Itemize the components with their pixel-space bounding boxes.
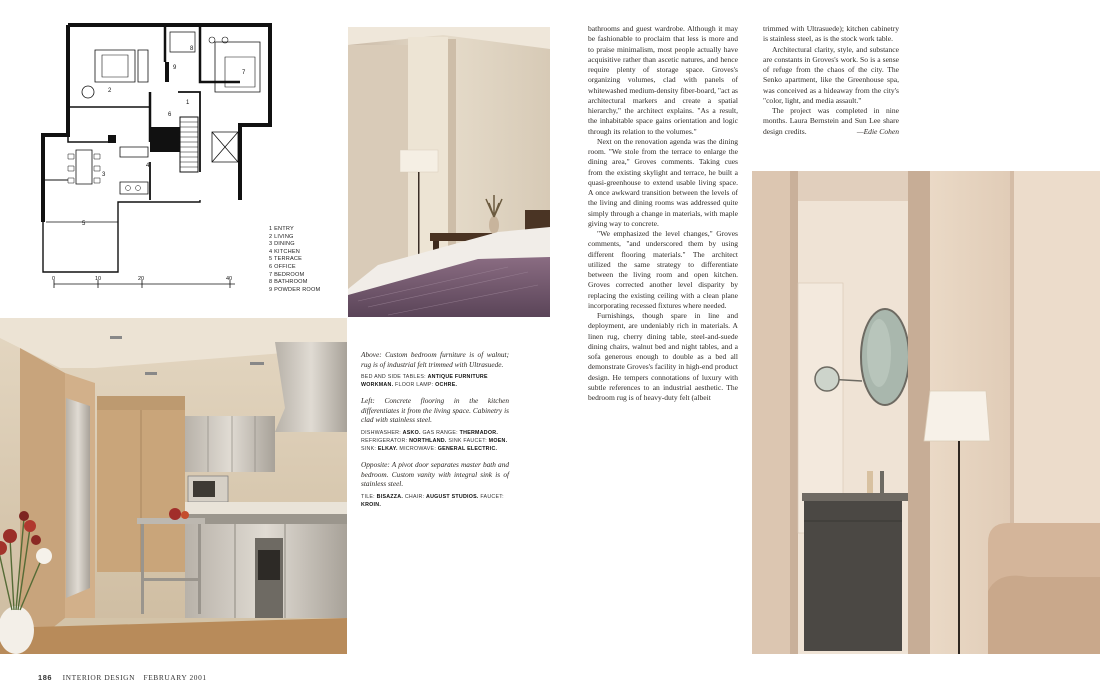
plan-legend <box>269 226 320 294</box>
caption-credits: BED AND SIDE TABLES: ANTIQUE FURNITURE WORKMAN. FLOOR LAMP: OCHRE. <box>361 374 488 389</box>
room-number: 2 <box>108 88 112 94</box>
caption-credits: TILE: BISAZZA. CHAIR: AUGUST STUDIOS. FAUCET: KROIN. <box>361 493 504 508</box>
author-signature: —Edie Cohen <box>856 126 899 136</box>
article-column-1 <box>588 24 738 403</box>
caption-credits: DISHWASHER: ASKO. GAS RANGE: THERMADOR. REFRIGERATOR: NORTHLAND. SINK FAUCET: MOEN. SINK: ELKAY. MICROWAVE: GENERAL ELECTRIC. <box>361 429 508 452</box>
caption-above: Above: Custom bedroom furniture is of walnut; rug is of industrial felt trimmed with Ultrasuede. <box>361 350 509 369</box>
legend-item: 2 LIVING <box>269 233 294 240</box>
article-column-2 <box>763 24 899 137</box>
scale-label: 10 <box>95 276 102 282</box>
scale-label: 20 <box>138 276 145 282</box>
magazine-name: INTERIOR DESIGN <box>62 673 136 682</box>
legend-item: 6 OFFICE <box>269 263 296 270</box>
room-number: 5 <box>82 221 86 227</box>
paragraph: bathrooms and guest wardrobe. Although it may be fashionable to proclaim that less is more and to praise minimalism, most people actually have acquisitive rather than ascetic natures, and hence require plenty of storage space. Groves's organizing volumes, clad with panels of whitewashed medium-density fiber-board, "act as architectural markers and create a spatial hierarchy," the architect explains. "As a result, the inhabitable space gains orientation and logic through its relation to the volumes." <box>588 24 738 136</box>
legend-item: 5 TERRACE <box>269 256 303 263</box>
room-number: 4 <box>146 163 150 169</box>
room-number: 9 <box>173 65 177 71</box>
paragraph: Architectural clarity, style, and substance are constants in Groves's work. So is a sense of refuge from the chaos of the city. The Senko apartment, like the Greenhouse spa, was conceived as a hideaway from the city's "color, light, and media assault." <box>763 44 899 105</box>
legend-item: 7 BEDROOM <box>269 271 305 278</box>
page-number: 186 <box>38 673 53 682</box>
legend-item: 3 DINING <box>269 241 295 248</box>
room-number: 8 <box>190 46 194 52</box>
legend-item: 4 KITCHEN <box>269 248 301 255</box>
page-footer <box>38 673 207 682</box>
room-number: 6 <box>168 112 172 118</box>
photo-captions <box>361 350 509 516</box>
legend-item: 1 ENTRY <box>269 226 294 232</box>
paragraph: The project was completed in nine months. Laura Bernstein and Sun Lee share design credits. —Edie Cohen <box>763 106 899 136</box>
bathroom-photo <box>752 171 1100 654</box>
paragraph: "We emphasized the level changes," Groves comments, "and underscored them by using different flooring materials." The architect utilized the same strategy to differentiate between the living room and open kitchen. Groves corrected another level disparity by replacing the existing ceiling with a clean plane incorporating recessed fixtures where needed. <box>588 229 738 310</box>
paragraph: Furnishings, though spare in line and deployment, are undeniably rich in materials. A linen rug, cherry dining table, steel-and-suede dining chairs, walnut bed and night tables, and a sofa generous enough to double as a bed all demonstrate Groves's facility in high-end product design. He tempers connotations of luxury with subtle references to an industrial aesthetic. The bedroom rug is of heavy-duty felt (albeit <box>588 311 738 402</box>
room-number: 7 <box>242 70 246 76</box>
scale-label: 0 <box>52 276 56 282</box>
room-number: 3 <box>102 172 106 178</box>
room-number: 1 <box>186 100 190 106</box>
caption-left: Left: Concrete flooring in the kitchen differentiates it from the living space. Cabinetry is clad with stainless steel. <box>361 396 509 425</box>
legend-item: 8 BATHROOM <box>269 279 308 286</box>
paragraph: trimmed with Ultrasuede); kitchen cabinetry is stainless steel, as is the stock work table. <box>763 24 899 44</box>
issue-date: FEBRUARY 2001 <box>143 673 207 682</box>
scale-label: 40 <box>226 276 233 282</box>
bedroom-photo <box>348 27 550 317</box>
legend-item: 9 POWDER ROOM <box>269 286 321 293</box>
paragraph: Next on the renovation agenda was the dining room. "We stole from the terrace to enlarge the dining area," Groves comments. Taking cues from the existing skylight and terrace, he built a quasi-greenhouse to extend usable living space. A once awkward transition between the levels of the living and dining rooms was addressed quite simply through a change in materials, with maple giving way to concrete. <box>588 136 738 228</box>
kitchen-photo <box>0 318 347 654</box>
caption-opposite: Opposite: A pivot door separates master bath and bedroom. Custom vanity with integral sink is of stainless steel. <box>361 459 509 489</box>
